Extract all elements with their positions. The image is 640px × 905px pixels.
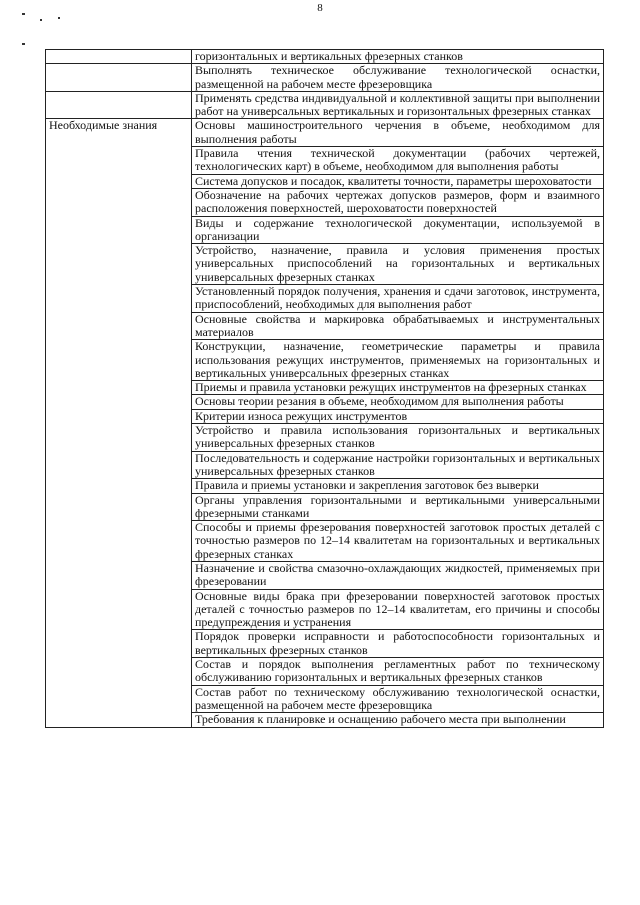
knowledge-label: Необходимые знания <box>49 118 158 133</box>
text-cell <box>192 589 604 630</box>
cell-text: горизонтальных и вертикальных фрезерных станков <box>195 49 463 63</box>
table-row <box>46 64 604 92</box>
text-cell <box>192 312 604 340</box>
page-number: 8 <box>317 2 323 14</box>
knowledge-item: Требования к планировке и оснащению рабочего места при выполнении <box>195 712 566 727</box>
text-cell <box>192 174 604 188</box>
knowledge-item: Правила и приемы установки и закрепления заготовок без выверки <box>195 478 539 493</box>
text-cell <box>192 451 604 479</box>
knowledge-item: Устройство и правила использования горизонтальных и вертикальных универсальных фрезерных станков <box>195 423 600 451</box>
knowledge-item: Органы управления горизонтальными и вертикальными универсальными фрезерными станками <box>195 492 600 520</box>
scan-speck <box>22 43 25 45</box>
knowledge-item: Основные виды брака при фрезеровании поверхностей заготовок простых деталей с точностью размеров по 12–14 квалитетам, его причины и способы предупреждения и устранения <box>195 588 600 630</box>
knowledge-item: Правила чтения технической документации (рабочих чертежей, технологических карт) в объеме, необходимом для выполнения работы <box>195 146 600 174</box>
text-cell <box>192 424 604 452</box>
knowledge-item: Приемы и правила установки режущих инструментов на фрезерных станках <box>195 380 587 395</box>
text-cell <box>192 561 604 589</box>
knowledge-item: Состав работ по техническому обслуживанию технологической оснастки, размещенной на рабочем месте фрезеровщика <box>195 684 600 712</box>
knowledge-item: Порядок проверки исправности и работоспособности горизонтальных и вертикальных фрезерных станков <box>195 629 600 657</box>
text-cell <box>192 340 604 381</box>
knowledge-item: Обозначение на рабочих чертежах допусков размеров, форм и взаимного расположения поверхностей, шероховатости поверхностей <box>195 187 600 216</box>
knowledge-item: Система допусков и посадок, квалитеты точности, параметры шероховатости <box>195 173 592 188</box>
table-row <box>46 91 604 119</box>
text-cell <box>192 685 604 713</box>
cell-text: Выполнять техническое обслуживание технологической оснастки, размещенной на рабочем месте фрезеровщика <box>195 63 600 91</box>
text-cell <box>192 50 604 64</box>
table-row <box>46 50 604 64</box>
text-cell <box>192 244 604 285</box>
knowledge-label-cell <box>46 119 192 727</box>
text-cell <box>192 658 604 686</box>
scan-speck <box>58 17 60 19</box>
text-cell <box>192 479 604 493</box>
knowledge-item: Виды и содержание технологической документации, используемой в организации <box>195 215 600 243</box>
knowledge-item: Назначение и свойства смазочно-охлаждающих жидкостей, применяемых при фрезеровании <box>195 560 600 589</box>
knowledge-item: Установленный порядок получения, хранения и сдачи заготовок, инструмента, приспособлений, необходимых для выполнения работ <box>195 284 600 312</box>
label-cell <box>46 64 192 92</box>
text-cell <box>192 188 604 216</box>
knowledge-item: Основные свойства и маркировка обрабатываемых и инструментальных материалов <box>195 311 600 339</box>
text-cell <box>192 119 604 147</box>
knowledge-item: Основы теории резания в объеме, необходимом для выполнения работы <box>195 394 564 409</box>
knowledge-item: Состав и порядок выполнения регламентных работ по техническому обслуживанию горизонтальных и вертикальных фрезерных станков <box>195 657 600 685</box>
text-cell <box>192 521 604 562</box>
text-cell <box>192 147 604 175</box>
text-cell <box>192 630 604 658</box>
knowledge-item: Устройство, назначение, правила и условия применения простых универсальных приспособлений на горизонтальных и вертикальных универсальных фрезерных станках <box>195 243 600 284</box>
knowledge-item: Конструкции, назначение, геометрические параметры и правила использования режущих инструментов, применяемых на горизонтальных и вертикальных универсальных фрезерных станках <box>195 339 600 380</box>
label-cell <box>46 91 192 119</box>
text-cell <box>192 713 604 727</box>
knowledge-item: Основы машиностроительного черчения в объеме, необходимом для выполнения работы <box>195 118 600 146</box>
scan-speck <box>22 13 25 15</box>
text-cell <box>192 64 604 92</box>
text-cell <box>192 216 604 244</box>
knowledge-item: Критерии износа режущих инструментов <box>195 408 408 423</box>
text-cell <box>192 381 604 395</box>
text-cell <box>192 91 604 119</box>
cell-text: Применять средства индивидуальной и коллективной защиты при выполнении работ на универсальных вертикальных и горизонтальных фрезерных станках <box>195 90 600 119</box>
knowledge-item: Последовательность и содержание настройки горизонтальных и вертикальных универсальных фрезерных станков <box>195 450 600 478</box>
table-row <box>46 119 604 147</box>
requirements-table <box>45 49 604 728</box>
scan-speck <box>40 19 42 21</box>
text-cell <box>192 395 604 409</box>
label-cell <box>46 50 192 64</box>
knowledge-item: Способы и приемы фрезерования поверхностей заготовок простых деталей с точностью размеров по 12–14 квалитетам на горизонтальных и вертикальных фрезерных станках <box>195 520 600 561</box>
text-cell <box>192 285 604 313</box>
text-cell <box>192 493 604 521</box>
text-cell <box>192 409 604 423</box>
